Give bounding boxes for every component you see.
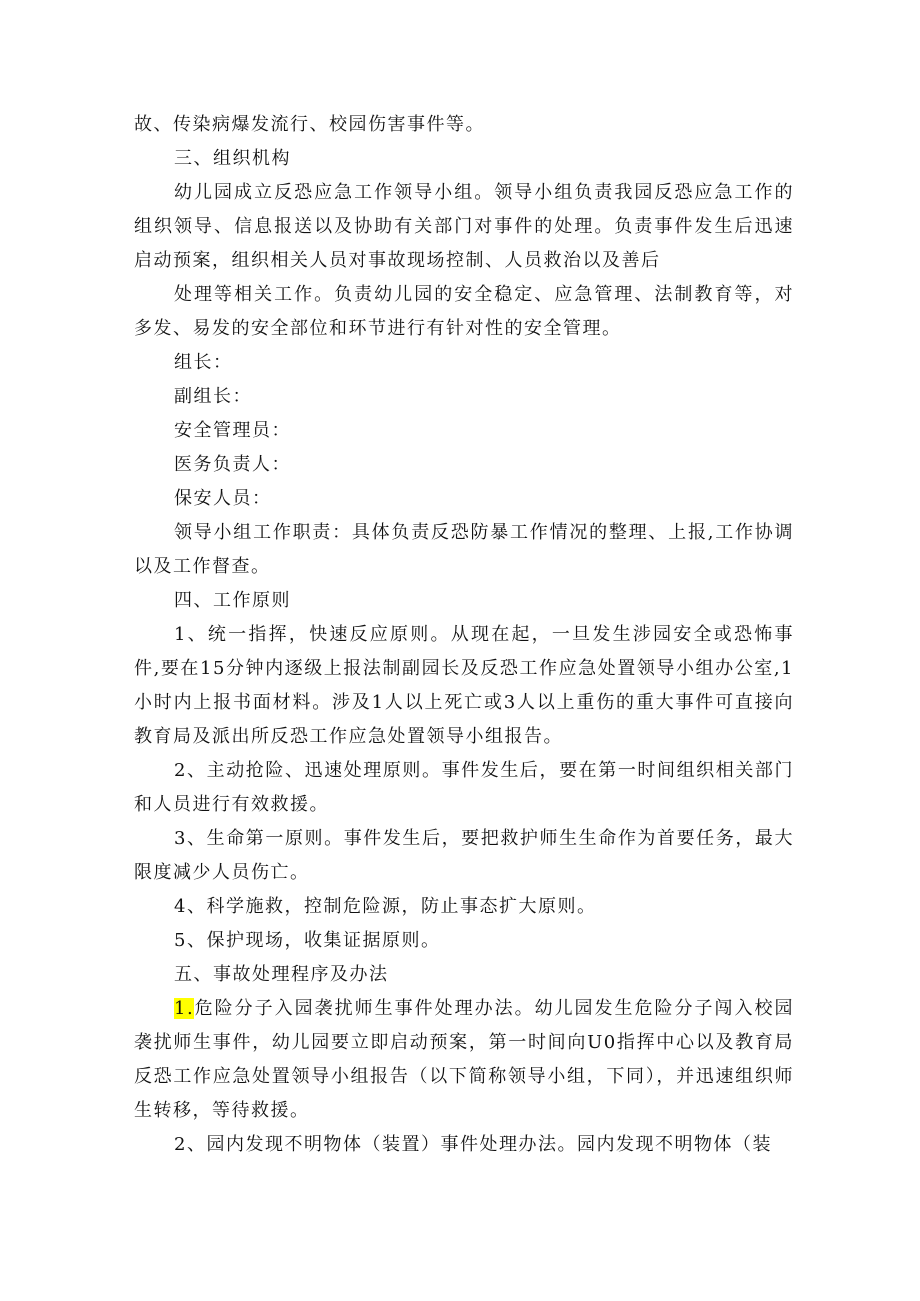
field-group-leader: 组长： <box>174 352 233 373</box>
field-security-staff: 保安人员： <box>174 488 272 509</box>
principle-3: 3、生命第一原则。事件发生后，要把救护师生生命作为首要任务，最大限度减少人员伤亡。 <box>134 828 794 883</box>
heading-organization: 三、组织机构 <box>174 148 291 169</box>
paragraph-group-duties: 领导小组工作职责：具体负责反恐防暴工作情况的整理、上报,工作协调以及工作督查。 <box>134 522 794 577</box>
procedure-2: 2、园内发现不明物体（装置）事件处理办法。园内发现不明物体（装 <box>174 1134 772 1155</box>
heading-procedures: 五、事故处理程序及办法 <box>174 964 389 985</box>
paragraph-leadership-group: 幼儿园成立反恐应急工作领导小组。领导小组负责我园反恐应急工作的组织领导、信息报送以及协助有关部门对事件的处理。负责事件发生后迅速启动预案，组织相关人员对事故现场控制、人员救治以及善后 <box>134 182 794 271</box>
procedure-1 <box>134 992 794 1128</box>
procedure-1-text: 危险分子入园袭扰师生事件处理办法。幼儿园发生危险分子闯入校园袭扰师生事件，幼儿园要立即启动预案，第一时间向U0指挥中心以及教育局反恐工作应急处置领导小组报告（以下简称领导小组，下同），并迅速组织师生转移，等待救援。 <box>134 998 794 1121</box>
paragraph-continuation: 故、传染病爆发流行、校园伤害事件等。 <box>134 114 485 135</box>
highlighted-number: 1. <box>174 998 195 1019</box>
principle-4: 4、科学施救，控制危险源，防止事态扩大原则。 <box>174 896 597 917</box>
paragraph-responsibilities: 处理等相关工作。负责幼儿园的安全稳定、应急管理、法制教育等，对多发、易发的安全部位和环节进行有针对性的安全管理。 <box>134 284 794 339</box>
principle-2: 2、主动抢险、迅速处理原则。事件发生后，要在第一时间组织相关部门和人员进行有效救援。 <box>134 760 794 815</box>
field-safety-manager: 安全管理员： <box>174 420 291 441</box>
field-medical-lead: 医务负责人： <box>174 454 291 475</box>
principle-1: 1、统一指挥，快速反应原则。从现在起，一旦发生涉园安全或恐怖事件,要在15分钟内逐级上报法制副园长及反恐工作应急处置领导小组办公室,1小时内上报书面材料。涉及1人以上死亡或3人以上重伤的重大事件可直接向教育局及派出所反恐工作应急处置领导小组报告。 <box>134 624 794 747</box>
heading-work-principles: 四、工作原则 <box>174 590 291 611</box>
document-body <box>134 108 794 1162</box>
field-deputy-leader: 副组长： <box>174 386 252 407</box>
principle-5: 5、保护现场，收集证据原则。 <box>174 930 441 951</box>
